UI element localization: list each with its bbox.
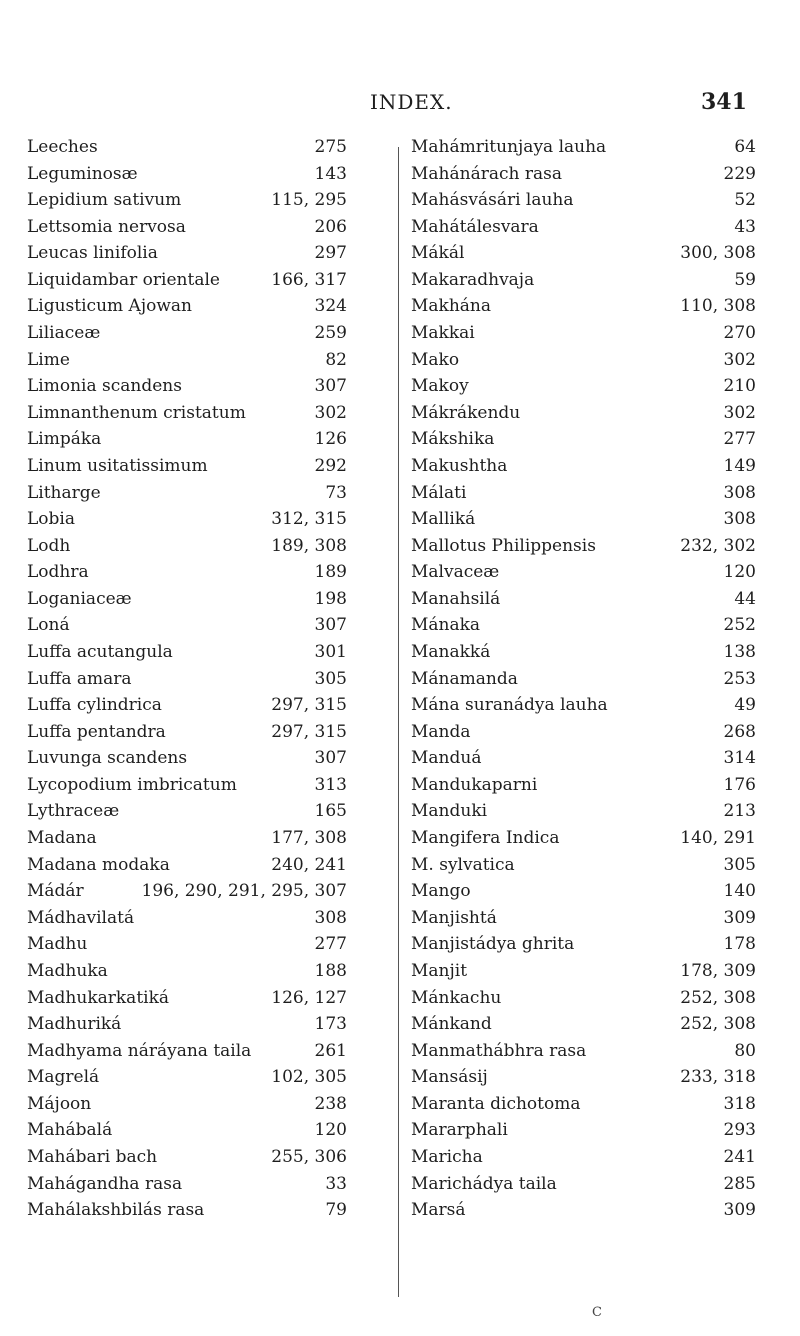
page-references: 43 bbox=[734, 216, 756, 237]
index-entry bbox=[27, 1171, 347, 1198]
page-references: 213 bbox=[723, 801, 756, 822]
index-term: Mádhavilatá bbox=[27, 907, 135, 928]
index-entry bbox=[27, 852, 347, 879]
page-references: 252, 308 bbox=[680, 987, 756, 1008]
index-term: Lettsomia nervosa bbox=[27, 216, 186, 237]
index-term: Luffa cylindrica bbox=[27, 695, 162, 716]
page-references: 49 bbox=[734, 695, 756, 716]
index-entry bbox=[27, 453, 347, 480]
index-entry bbox=[411, 347, 756, 374]
index-entry bbox=[411, 639, 756, 666]
index-term: Mákshika bbox=[411, 429, 495, 450]
page-references: 308 bbox=[723, 482, 756, 503]
page-references: 82 bbox=[325, 349, 347, 370]
index-entry bbox=[411, 745, 756, 772]
page-references: 232, 302 bbox=[680, 535, 756, 556]
page-references: 305 bbox=[723, 854, 756, 875]
index-entry bbox=[27, 719, 347, 746]
page-references: 102, 305 bbox=[271, 1067, 347, 1088]
index-entry bbox=[27, 161, 347, 188]
index-term: M. sylvatica bbox=[411, 854, 515, 875]
page-references: 252 bbox=[723, 615, 756, 636]
index-entry bbox=[411, 240, 756, 267]
page-references: 177, 308 bbox=[271, 828, 347, 849]
index-term: Loná bbox=[27, 615, 70, 636]
index-term: Madhu bbox=[27, 934, 88, 955]
index-term: Mádár bbox=[27, 881, 84, 902]
index-term: Madhuriká bbox=[27, 1014, 122, 1035]
index-term: Magrelá bbox=[27, 1067, 100, 1088]
page-references: 176 bbox=[723, 774, 756, 795]
index-entry bbox=[27, 931, 347, 958]
index-entry bbox=[411, 293, 756, 320]
index-entry bbox=[411, 1171, 756, 1198]
index-entry bbox=[411, 931, 756, 958]
index-entry bbox=[27, 1064, 347, 1091]
index-entry bbox=[411, 852, 756, 879]
index-entry bbox=[411, 878, 756, 905]
page-references: 252, 308 bbox=[680, 1014, 756, 1035]
index-term: Manjistádya ghrita bbox=[411, 934, 575, 955]
page-references: 324 bbox=[314, 296, 347, 317]
index-term: Luffa acutangula bbox=[27, 641, 173, 662]
page-references: 277 bbox=[314, 934, 347, 955]
index-entry bbox=[411, 426, 756, 453]
page-references: 196, 290, 291, 295, 307 bbox=[141, 881, 347, 902]
page-references: 233, 318 bbox=[680, 1067, 756, 1088]
index-term: Manduá bbox=[411, 748, 482, 769]
index-entry bbox=[411, 692, 756, 719]
index-entry bbox=[27, 480, 347, 507]
page-references: 120 bbox=[723, 562, 756, 583]
index-term: Limpáka bbox=[27, 429, 102, 450]
index-entry bbox=[411, 320, 756, 347]
index-column-left bbox=[27, 134, 347, 1224]
page-references: 318 bbox=[723, 1093, 756, 1114]
page-references: 293 bbox=[723, 1120, 756, 1141]
index-term: Madana modaka bbox=[27, 854, 170, 875]
index-entry bbox=[411, 267, 756, 294]
page-references: 173 bbox=[314, 1014, 347, 1035]
index-term: Malvaceæ bbox=[411, 562, 500, 583]
page-references: 143 bbox=[314, 163, 347, 184]
index-term: Madana bbox=[27, 828, 97, 849]
index-entry bbox=[27, 559, 347, 586]
index-entry bbox=[27, 586, 347, 613]
page-references: 307 bbox=[314, 748, 347, 769]
page-references: 120 bbox=[314, 1120, 347, 1141]
index-entry bbox=[27, 293, 347, 320]
index-term: Litharge bbox=[27, 482, 101, 503]
page-references: 126, 127 bbox=[271, 987, 347, 1008]
page-references: 300, 308 bbox=[680, 243, 756, 264]
page-references: 309 bbox=[723, 1200, 756, 1221]
index-entry bbox=[411, 1117, 756, 1144]
index-term: Mahásvásári lauha bbox=[411, 190, 574, 211]
signature-mark: C bbox=[592, 1305, 602, 1320]
index-column-right bbox=[411, 134, 756, 1224]
index-entry bbox=[27, 134, 347, 161]
index-term: Mákrákendu bbox=[411, 402, 521, 423]
index-term: Mahábari bach bbox=[27, 1146, 158, 1167]
index-term: Mallotus Philippensis bbox=[411, 535, 596, 556]
index-term: Málati bbox=[411, 482, 467, 503]
index-entry bbox=[27, 639, 347, 666]
index-term: Mánamanda bbox=[411, 668, 518, 689]
column-divider bbox=[398, 147, 399, 1297]
index-term: Luffa pentandra bbox=[27, 721, 166, 742]
index-term: Malliká bbox=[411, 509, 476, 530]
index-term: Manahsilá bbox=[411, 588, 501, 609]
index-term: Májoon bbox=[27, 1093, 92, 1114]
index-term: Lepidium sativum bbox=[27, 190, 182, 211]
index-entry bbox=[411, 506, 756, 533]
page-references: 302 bbox=[723, 402, 756, 423]
index-entry bbox=[411, 1064, 756, 1091]
index-term: Mánkand bbox=[411, 1014, 492, 1035]
index-term: Marsá bbox=[411, 1200, 466, 1221]
index-term: Makhána bbox=[411, 296, 492, 317]
index-entry bbox=[411, 985, 756, 1012]
index-entry bbox=[27, 666, 347, 693]
page-references: 275 bbox=[314, 137, 347, 157]
index-term: Makkai bbox=[411, 323, 475, 344]
index-entry bbox=[27, 878, 347, 905]
page-references: 140 bbox=[723, 881, 756, 902]
page-references: 149 bbox=[723, 455, 756, 476]
index-entry bbox=[27, 1038, 347, 1065]
index-entry bbox=[411, 559, 756, 586]
index-term: Lythraceæ bbox=[27, 801, 120, 822]
index-term: Madhukarkatiká bbox=[27, 987, 170, 1008]
index-term: Lycopodium imbricatum bbox=[27, 774, 237, 795]
index-entry bbox=[411, 772, 756, 799]
index-entry bbox=[411, 400, 756, 427]
index-term: Lodhra bbox=[27, 562, 89, 583]
page-references: 189 bbox=[314, 562, 347, 583]
index-term: Maranta dichotoma bbox=[411, 1093, 581, 1114]
index-entry bbox=[27, 612, 347, 639]
index-term: Manda bbox=[411, 721, 471, 742]
index-term: Maricha bbox=[411, 1146, 483, 1167]
page-references: 138 bbox=[723, 641, 756, 662]
index-term: Mánaka bbox=[411, 615, 481, 636]
page-references: 140, 291 bbox=[680, 828, 756, 849]
page-references: 313 bbox=[314, 774, 347, 795]
index-entry bbox=[27, 958, 347, 985]
index-term: Mákál bbox=[411, 243, 465, 264]
page-references: 110, 308 bbox=[680, 296, 756, 317]
page-references: 255, 306 bbox=[271, 1146, 347, 1167]
index-term: Manduki bbox=[411, 801, 488, 822]
page-references: 308 bbox=[314, 907, 347, 928]
page-references: 178 bbox=[723, 934, 756, 955]
index-entry bbox=[411, 161, 756, 188]
index-term: Leeches bbox=[27, 137, 98, 157]
index-term: Liquidambar orientale bbox=[27, 269, 220, 290]
page-references: 198 bbox=[314, 588, 347, 609]
page-references: 238 bbox=[314, 1093, 347, 1114]
page-references: 277 bbox=[723, 429, 756, 450]
page-references: 307 bbox=[314, 615, 347, 636]
page-references: 309 bbox=[723, 907, 756, 928]
page-references: 178, 309 bbox=[680, 960, 756, 981]
index-entry bbox=[411, 533, 756, 560]
index-entry bbox=[27, 985, 347, 1012]
index-term: Lobia bbox=[27, 509, 75, 530]
index-term: Mansásij bbox=[411, 1067, 488, 1088]
page-references: 301 bbox=[314, 641, 347, 662]
index-entry bbox=[27, 320, 347, 347]
page-references: 44 bbox=[734, 588, 756, 609]
page-references: 259 bbox=[314, 323, 347, 344]
index-entry bbox=[27, 373, 347, 400]
page-references: 166, 317 bbox=[271, 269, 347, 290]
index-entry bbox=[411, 1038, 756, 1065]
index-term: Loganiaceæ bbox=[27, 588, 132, 609]
index-term: Ligusticum Ajowan bbox=[27, 296, 192, 317]
index-term: Makoy bbox=[411, 376, 469, 397]
page-references: 241 bbox=[723, 1146, 756, 1167]
running-title: INDEX. bbox=[370, 90, 453, 114]
index-term: Mango bbox=[411, 881, 471, 902]
index-entry bbox=[27, 187, 347, 214]
index-entry bbox=[27, 692, 347, 719]
index-term: Linum usitatissimum bbox=[27, 455, 208, 476]
index-term: Manjit bbox=[411, 960, 468, 981]
page-references: 297, 315 bbox=[271, 721, 347, 742]
index-term: Luffa amara bbox=[27, 668, 132, 689]
index-term: Leucas linifolia bbox=[27, 243, 158, 264]
index-term: Mangifera Indica bbox=[411, 828, 560, 849]
index-entry bbox=[27, 400, 347, 427]
index-term: Mána suranádya lauha bbox=[411, 695, 608, 716]
index-term: Liliaceæ bbox=[27, 323, 101, 344]
index-term: Mánkachu bbox=[411, 987, 502, 1008]
page-references: 261 bbox=[314, 1040, 347, 1061]
page-references: 307 bbox=[314, 376, 347, 397]
index-entry bbox=[27, 1091, 347, 1118]
page-references: 210 bbox=[723, 376, 756, 397]
index-term: Leguminosæ bbox=[27, 163, 138, 184]
index-entry bbox=[411, 187, 756, 214]
index-term: Manmathábhra rasa bbox=[411, 1040, 587, 1061]
index-term: Mahágandha rasa bbox=[27, 1173, 183, 1194]
page-references: 253 bbox=[723, 668, 756, 689]
index-term: Limnanthenum cristatum bbox=[27, 402, 246, 423]
index-entry bbox=[411, 798, 756, 825]
index-term: Mahánárach rasa bbox=[411, 163, 562, 184]
index-entry bbox=[411, 586, 756, 613]
index-entry bbox=[27, 347, 347, 374]
page-references: 270 bbox=[723, 323, 756, 344]
page-references: 302 bbox=[723, 349, 756, 370]
index-entry bbox=[27, 214, 347, 241]
index-term: Makaradhvaja bbox=[411, 269, 535, 290]
page-references: 206 bbox=[314, 216, 347, 237]
page-references: 73 bbox=[325, 482, 347, 503]
index-entry bbox=[27, 240, 347, 267]
page-references: 126 bbox=[314, 429, 347, 450]
index-entry bbox=[411, 480, 756, 507]
index-term: Makushtha bbox=[411, 455, 508, 476]
page-number: 341 bbox=[701, 89, 747, 115]
page-references: 297, 315 bbox=[271, 695, 347, 716]
page-references: 285 bbox=[723, 1173, 756, 1194]
index-term: Madhuka bbox=[27, 960, 108, 981]
index-term: Luvunga scandens bbox=[27, 748, 188, 769]
index-entry bbox=[27, 798, 347, 825]
index-entry bbox=[27, 1197, 347, 1224]
index-entry bbox=[411, 666, 756, 693]
index-entry bbox=[27, 533, 347, 560]
page-references: 189, 308 bbox=[271, 535, 347, 556]
index-entry bbox=[411, 373, 756, 400]
page-references: 312, 315 bbox=[271, 509, 347, 530]
index-entry bbox=[27, 1144, 347, 1171]
index-entry bbox=[411, 719, 756, 746]
index-entry bbox=[27, 905, 347, 932]
page-references: 188 bbox=[314, 960, 347, 981]
index-term: Mahálakshbilás rasa bbox=[27, 1200, 205, 1221]
index-entry bbox=[27, 426, 347, 453]
index-term: Lime bbox=[27, 349, 70, 370]
index-entry bbox=[411, 134, 756, 161]
index-term: Mandukaparni bbox=[411, 774, 538, 795]
page-references: 292 bbox=[314, 455, 347, 476]
index-entry bbox=[27, 1011, 347, 1038]
index-entry bbox=[27, 772, 347, 799]
page-references: 240, 241 bbox=[271, 854, 347, 875]
index-entry bbox=[411, 453, 756, 480]
page-references: 59 bbox=[734, 269, 756, 290]
index-entry bbox=[411, 1091, 756, 1118]
page-references: 302 bbox=[314, 402, 347, 423]
index-entry bbox=[411, 214, 756, 241]
index-entry bbox=[27, 506, 347, 533]
index-term: Limonia scandens bbox=[27, 376, 182, 397]
index-entry bbox=[27, 745, 347, 772]
page-references: 115, 295 bbox=[271, 190, 347, 211]
index-entry bbox=[411, 825, 756, 852]
index-term: Mahátálesvara bbox=[411, 216, 539, 237]
index-term: Marichádya taila bbox=[411, 1173, 557, 1194]
page-references: 64 bbox=[734, 137, 756, 157]
index-entry bbox=[27, 267, 347, 294]
page-references: 229 bbox=[723, 163, 756, 184]
page-references: 308 bbox=[723, 509, 756, 530]
index-term: Manakká bbox=[411, 641, 491, 662]
index-entry bbox=[411, 612, 756, 639]
page-references: 33 bbox=[325, 1173, 347, 1194]
index-term: Manjishtá bbox=[411, 907, 497, 928]
index-term: Mararphali bbox=[411, 1120, 508, 1141]
page-references: 314 bbox=[723, 748, 756, 769]
index-entry bbox=[411, 1011, 756, 1038]
index-entry bbox=[27, 825, 347, 852]
index-term: Lodh bbox=[27, 535, 71, 556]
index-term: Mahámritunjaya lauha bbox=[411, 137, 607, 157]
page-references: 305 bbox=[314, 668, 347, 689]
index-entry bbox=[411, 958, 756, 985]
page-references: 52 bbox=[734, 190, 756, 211]
page-references: 165 bbox=[314, 801, 347, 822]
index-entry bbox=[411, 1197, 756, 1224]
index-entry bbox=[27, 1117, 347, 1144]
index-term: Madhyama náráyana taila bbox=[27, 1040, 252, 1061]
index-term: Mako bbox=[411, 349, 460, 370]
page-references: 297 bbox=[314, 243, 347, 264]
index-entry bbox=[411, 1144, 756, 1171]
page-header bbox=[0, 90, 800, 122]
page-references: 79 bbox=[325, 1200, 347, 1221]
page-references: 80 bbox=[734, 1040, 756, 1061]
page-references: 268 bbox=[723, 721, 756, 742]
index-term: Mahábalá bbox=[27, 1120, 113, 1141]
index-entry bbox=[411, 905, 756, 932]
